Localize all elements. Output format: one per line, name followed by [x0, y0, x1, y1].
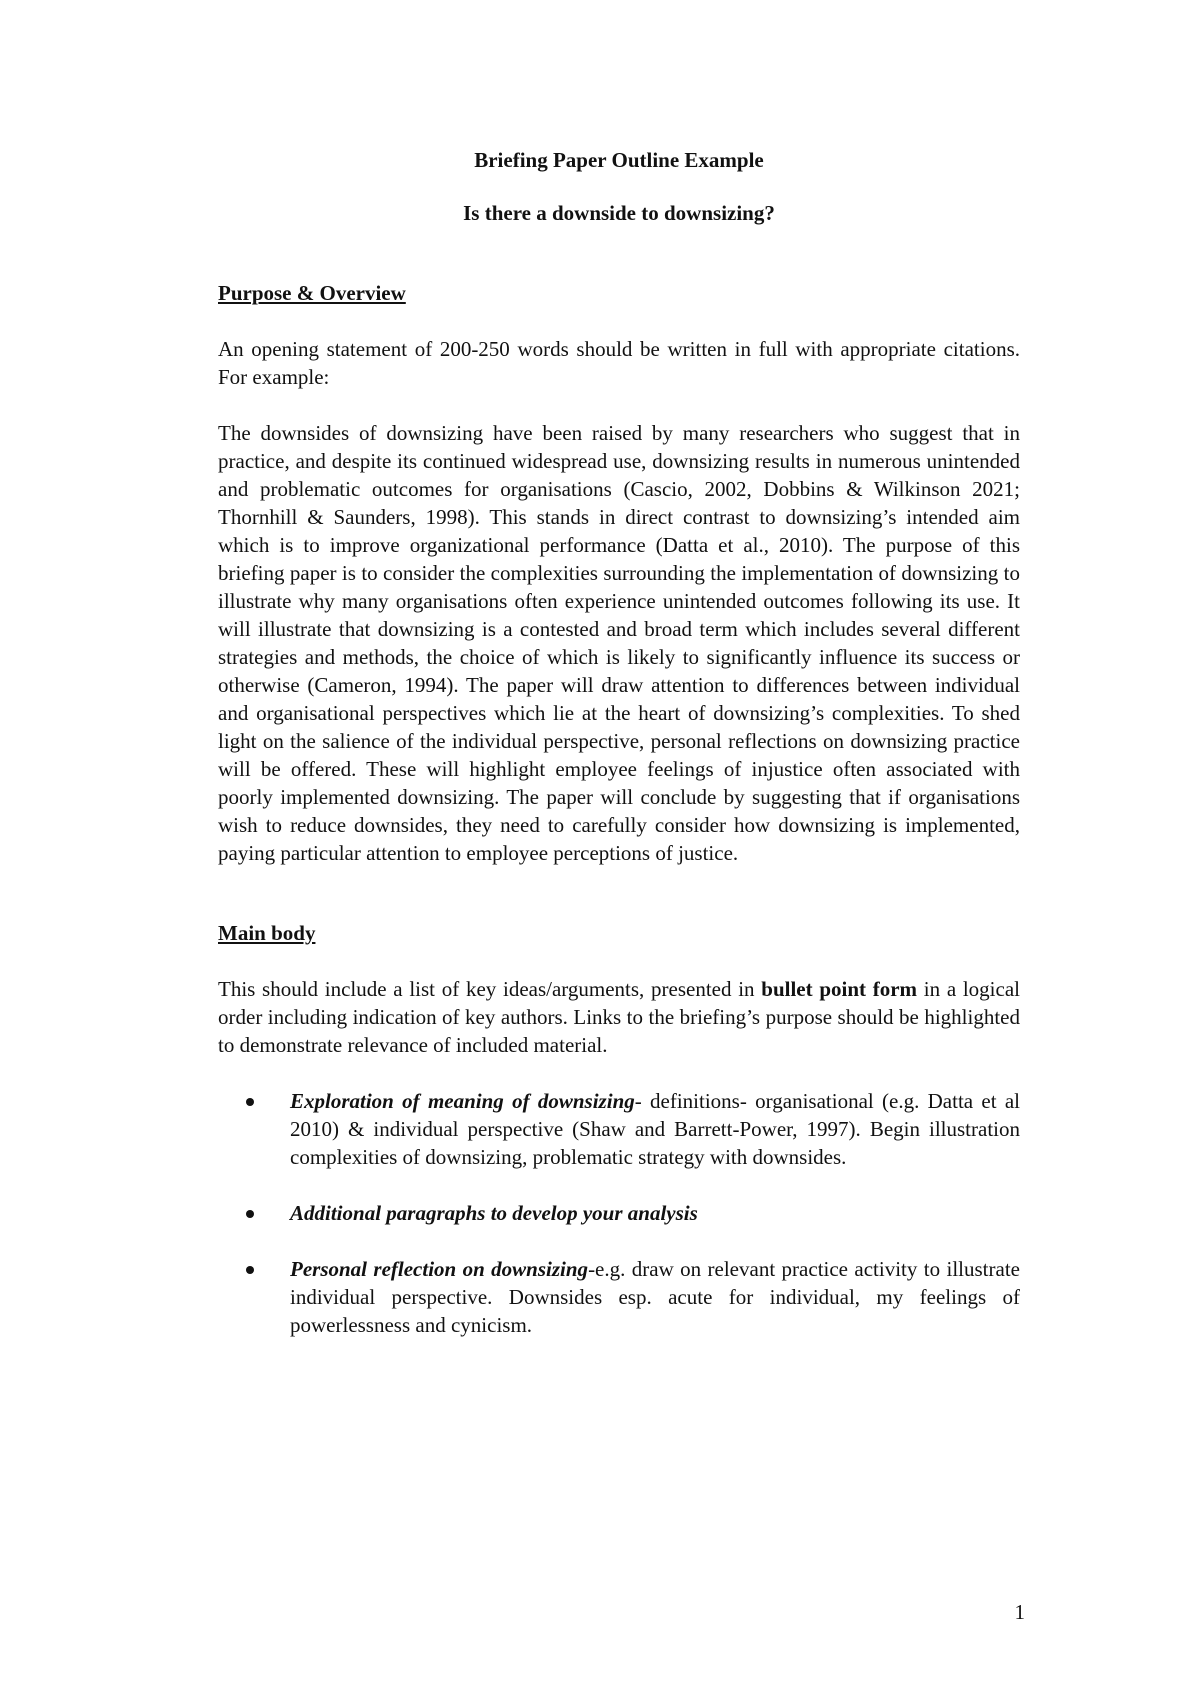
- bullet-item: [218, 1199, 1020, 1227]
- bullet-emphasis: Exploration of meaning of downsizing: [290, 1089, 635, 1113]
- bullet-dot-icon: [246, 1266, 254, 1274]
- bullet-dot-icon: [246, 1098, 254, 1106]
- main-body-heading: Main body: [218, 921, 316, 945]
- bullet-emphasis: Personal reflection on downsizing: [290, 1257, 589, 1281]
- bullet-dot-icon: [246, 1210, 254, 1218]
- main-body-intro-paragraph: [218, 975, 1020, 1059]
- bullet-emphasis: Additional paragraphs to develop your analysis: [290, 1201, 698, 1225]
- document-title: Briefing Paper Outline Example: [474, 148, 764, 172]
- document-subtitle: Is there a downside to downsizing?: [463, 201, 775, 225]
- bullet-text: -e.g. draw on relevant practice activity to illustrate individual perspective. Downsides esp. acute for individual, my feelings of powerlessness and cynicism.: [290, 1257, 1020, 1337]
- purpose-overview-heading: Purpose & Overview: [218, 281, 406, 305]
- bullet-item: [218, 1255, 1020, 1339]
- main-body-intro-before: This should include a list of key ideas/arguments, presented in: [218, 977, 762, 1001]
- bullet-text: - definitions- organisational (e.g. Datta et al 2010) & individual perspective (Shaw and Barrett-Power, 1997). Begin illustration complexities of downsizing, problematic strategy with downsides.: [290, 1089, 1021, 1169]
- main-body-intro-after: in a logical order including indication of key authors. Links to the briefing’s purpose should be highlighted to demonstrate relevance of included material.: [218, 977, 1020, 1057]
- purpose-example-paragraph: The downsides of downsizing have been raised by many researchers who suggest that in practice, and despite its continued widespread use, downsizing results in numerous unintended and problematic outcomes for organisations (Cascio, 2002, Dobbins & Wilkinson 2021; Thornhill & Saunders, 1998). This stands in direct contrast to downsizing’s intended aim which is to improve organizational performance (Datta et al., 2010). The purpose of this briefing paper is to consider the complexities surrounding the implementation of downsizing to illustrate why many organisations often experience unintended outcomes following its use. It will illustrate that downsizing is a contested and broad term which includes several different strategies and methods, the choice of which is likely to significantly influence its success or otherwise (Cameron, 1994). The paper will draw attention to differences between individual and organisational perspectives which lie at the heart of downsizing’s complexities. To shed light on the salience of the individual perspective, personal reflections on downsizing practice will be offered. These will highlight employee feelings of injustice often associated with poorly implemented downsizing. The paper will conclude by suggesting that if organisations wish to reduce downsides, they need to carefully consider how downsizing is implemented, paying particular attention to employee perceptions of justice.: [218, 421, 1020, 865]
- document-content: [218, 146, 1020, 1339]
- purpose-intro-paragraph: An opening statement of 200-250 words should be written in full with appropriate citations. For example:: [218, 337, 1020, 389]
- page-number: 1: [1014, 1600, 1025, 1624]
- main-body-intro-bold: bullet point form: [761, 977, 918, 1001]
- bullet-item: [218, 1087, 1020, 1171]
- main-body-bullet-list: [218, 1087, 1020, 1339]
